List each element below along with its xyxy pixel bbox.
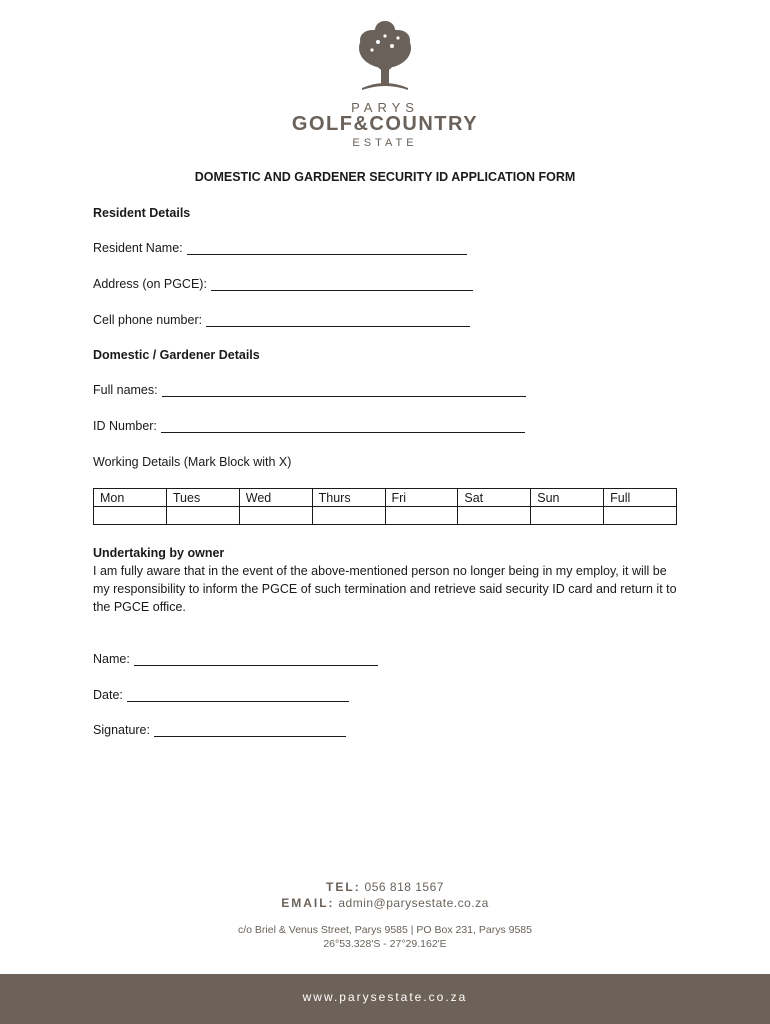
id-number-row [93, 419, 525, 433]
address-row [93, 277, 473, 291]
day-header: Sun [531, 489, 604, 507]
day-header: Mon [94, 489, 167, 507]
id-number-label: ID Number: [93, 419, 157, 433]
tel-label: TEL: [326, 880, 361, 894]
day-mark-cell-mon[interactable] [94, 507, 167, 525]
cell-row [93, 313, 470, 327]
undertaking-text: I am fully aware that in the event of the above-mentioned person no longer being in my employ, it will be my responsibility to inform the PGCE of such termination and retrieve said security ID card and return it to the PGCE office. [93, 564, 677, 614]
resident-name-field[interactable] [187, 242, 467, 255]
day-header: Sat [458, 489, 531, 507]
undertaking-heading: Undertaking by owner [93, 546, 225, 560]
email-label: EMAIL: [281, 896, 335, 910]
day-mark-cell-sun[interactable] [531, 507, 604, 525]
signature-label: Signature: [93, 723, 150, 737]
cell-field[interactable] [206, 314, 470, 327]
footer-website-bar [0, 974, 770, 1024]
cell-label: Cell phone number: [93, 313, 203, 327]
resident-name-row [93, 241, 467, 255]
full-names-row [93, 383, 526, 397]
day-mark-cell-tues[interactable] [166, 507, 239, 525]
owner-name-row [93, 652, 378, 666]
estate-logo [0, 18, 770, 149]
day-header: Fri [385, 489, 458, 507]
date-field[interactable] [127, 689, 349, 702]
brand-line-golf-country: GOLF&COUNTRY [291, 113, 479, 135]
day-mark-cell-full[interactable] [604, 507, 677, 525]
day-header: Wed [239, 489, 312, 507]
tel-value: 056 818 1567 [364, 880, 444, 894]
day-header: Tues [166, 489, 239, 507]
resident-heading: Resident Details [93, 206, 191, 220]
date-row [93, 688, 349, 702]
full-names-label: Full names: [93, 383, 158, 397]
day-header: Full [604, 489, 677, 507]
signature-field[interactable] [154, 724, 346, 737]
brand-line-parys: PARYS [351, 100, 419, 115]
form-title: DOMESTIC AND GARDENER SECURITY ID APPLICATION FORM [194, 170, 576, 184]
day-mark-cell-wed[interactable] [239, 507, 312, 525]
address-label: Address (on PGCE): [93, 277, 207, 291]
full-names-field[interactable] [162, 384, 526, 397]
date-label: Date: [93, 688, 123, 702]
day-header: Thurs [312, 489, 385, 507]
owner-name-label: Name: [93, 652, 130, 666]
brand-line-estate: ESTATE [352, 137, 418, 149]
day-mark-cell-thurs[interactable] [312, 507, 385, 525]
footer-address: c/o Briel & Venus Street, Parys 9585 | PO Box 231, Parys 9585 [238, 924, 532, 936]
working-details-label: Working Details (Mark Block with X) [93, 455, 292, 469]
footer-email [0, 896, 770, 910]
website-link[interactable]: www.parysestate.co.za [302, 990, 468, 1004]
email-value[interactable]: admin@parysestate.co.za [338, 896, 489, 910]
footer-coords: 26°53.328'S - 27°29.162'E [323, 938, 447, 950]
working-days-table [93, 488, 677, 525]
days-mark-row [94, 507, 677, 525]
day-mark-cell-fri[interactable] [385, 507, 458, 525]
days-header-row [94, 489, 677, 507]
id-number-field[interactable] [161, 420, 525, 433]
day-mark-cell-sat[interactable] [458, 507, 531, 525]
footer-tel [0, 880, 770, 894]
signature-row [93, 723, 346, 737]
footer-contact [0, 880, 770, 950]
owner-name-field[interactable] [134, 653, 378, 666]
address-field[interactable] [211, 278, 473, 291]
tree-icon [350, 18, 420, 98]
resident-name-label: Resident Name: [93, 241, 183, 255]
domestic-heading: Domestic / Gardener Details [93, 348, 260, 362]
